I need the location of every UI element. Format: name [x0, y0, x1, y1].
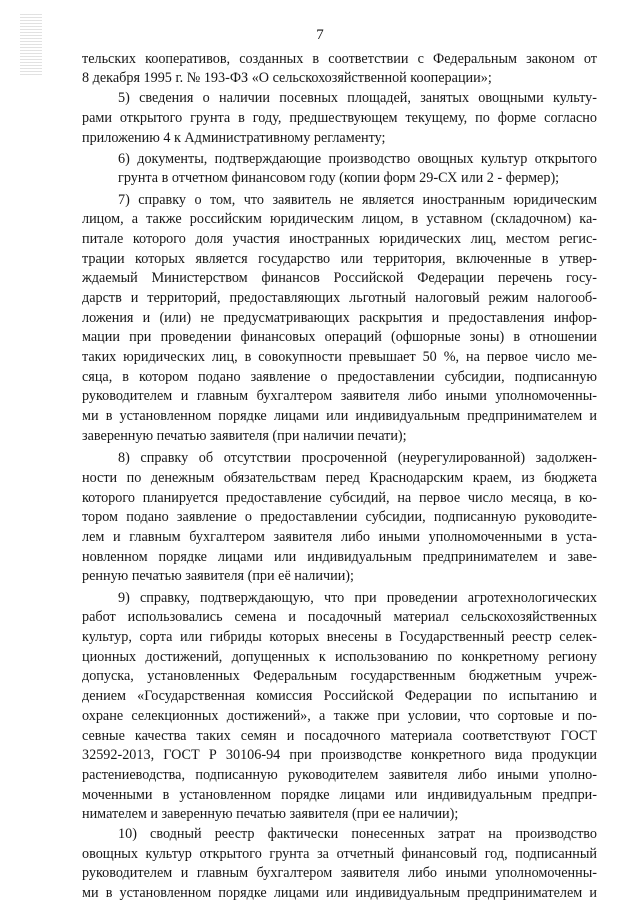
text-line: таких юридических лиц, в совокупности превышает 50 %, на первое число ме-: [82, 349, 597, 365]
text-line: новленном порядке лицами или индивидуальным предпринимателем и заве-: [82, 548, 597, 565]
text-line: лицом, а также российским юридическим лицом, в уставном (складочном) ка-: [82, 211, 597, 228]
text-line: овощных культур открытого грунта за отчетный финансовый год, подписанный: [82, 845, 597, 862]
text-line: ми в установленном порядке лицами или индивидуальным предпринимателем и: [82, 408, 597, 424]
text-line: ционных достижений, допущенных к использованию по конкретному региону: [82, 648, 597, 665]
text-line: ждаемый Министерством финансов Российской Федерации перечень госу-: [82, 270, 597, 287]
text-line: 32592-2013, ГОСТ Р 30106-94 при производстве конкретного вида продукции: [82, 747, 597, 764]
text-line: работ использовались семена и посадочный материал сельскохозяйственных: [82, 609, 597, 626]
text-line: дением «Государственная комиссия Российской Федерации по испытанию и: [82, 688, 597, 705]
text-line: 6) документы, подтверждающие производство овощных культур открытого грунта в отчетном финансовом году (копии форм 29-СХ или 2 - фермер);: [118, 151, 597, 187]
text-line: ренную печатью заявителя (при её наличии);: [82, 568, 354, 585]
text-line: мации при проведении финансовых операций (офшорные зоны) в отношении: [82, 329, 597, 346]
text-line: 8 декабря 1995 г. № 193-ФЗ «О сельскохозяйственной кооперации»;: [82, 69, 492, 86]
text-line: ности по денежным обязательствам перед Краснодарским краем, из бюджета: [82, 469, 597, 486]
text-line: питале которого доля участия иностранных юридических лиц, местом регис-: [82, 230, 597, 247]
text-line: моченными в установленном порядке лицами или индивидуальным предпри-: [82, 786, 597, 803]
text-line: трации которых является государство или территория, включенные в утвер-: [82, 250, 597, 267]
text-line: которого планируется предоставление субсидий, на первое число месяца, в ко-: [82, 489, 597, 506]
text-line: ми в установленном порядке лицами или индивидуальным предпринимателем и: [82, 885, 597, 901]
text-line: 9) справку, подтверждающую, что при проведении агротехнологических: [118, 589, 597, 606]
text-line: дарств и территорий, предоставляющих льготный налоговый режим налогооб-: [82, 289, 597, 306]
text-line: приложению 4 к Административному регламенту;: [82, 129, 386, 146]
text-line: ложения и (или) не предусматривающих раскрытия и предоставления инфор-: [82, 309, 597, 326]
text-line: рами открытого грунта в году, предшествующем текущему, по форме согласно: [82, 110, 597, 127]
text-line: 10) сводный реестр фактически понесенных затрат на производство: [118, 825, 597, 842]
text-line: сяца, в котором подано заявление о предоставлении субсидии, подписанную: [82, 368, 597, 385]
text-line: руководителем и главным бухгалтером заявителя либо иными уполномоченны-: [82, 865, 597, 882]
text-line: допуска, установленных Федеральным государственным бюджетным учреж-: [82, 668, 597, 685]
text-line: растениеводства, подписанную руководителем заявителя либо иными уполно-: [82, 766, 597, 783]
text-line: руководителем и главным бухгалтером заявителя либо иными уполномоченны-: [82, 388, 597, 405]
text-line: заверенную печатью заявителя (при наличии печати);: [82, 427, 407, 444]
text-line: тором подано заявление о предоставлении субсидии, подписанную руководите-: [82, 509, 597, 526]
text-line: севные качества таких семян и посадочного материала соответствуют ГОСТ: [82, 727, 597, 744]
text-line: 5) сведения о наличии посевных площадей, занятых овощными культу-: [118, 90, 597, 107]
text-line: лем и главным бухгалтером заявителя либо иными уполномоченными в уста-: [82, 528, 597, 545]
text-line: 7) справку о том, что заявитель не является иностранным юридическим: [118, 191, 597, 208]
text-line: культур, сорта или гибриды которых внесены в Государственный реестр селек-: [82, 629, 597, 646]
text-line: нимателем и заверенную печатью заявителя (при ее наличии);: [82, 806, 459, 823]
scan-artifact: [20, 14, 42, 76]
text-line: охране селекционных достижений», а также при условии, что сортовые и по-: [82, 707, 597, 724]
text-line: тельских кооперативов, созданных в соответствии с Федеральным законом от: [82, 51, 597, 67]
text-line: 8) справку об отсутствии просроченной (неурегулированной) задолжен-: [118, 450, 597, 467]
page-number: 7: [316, 27, 324, 43]
